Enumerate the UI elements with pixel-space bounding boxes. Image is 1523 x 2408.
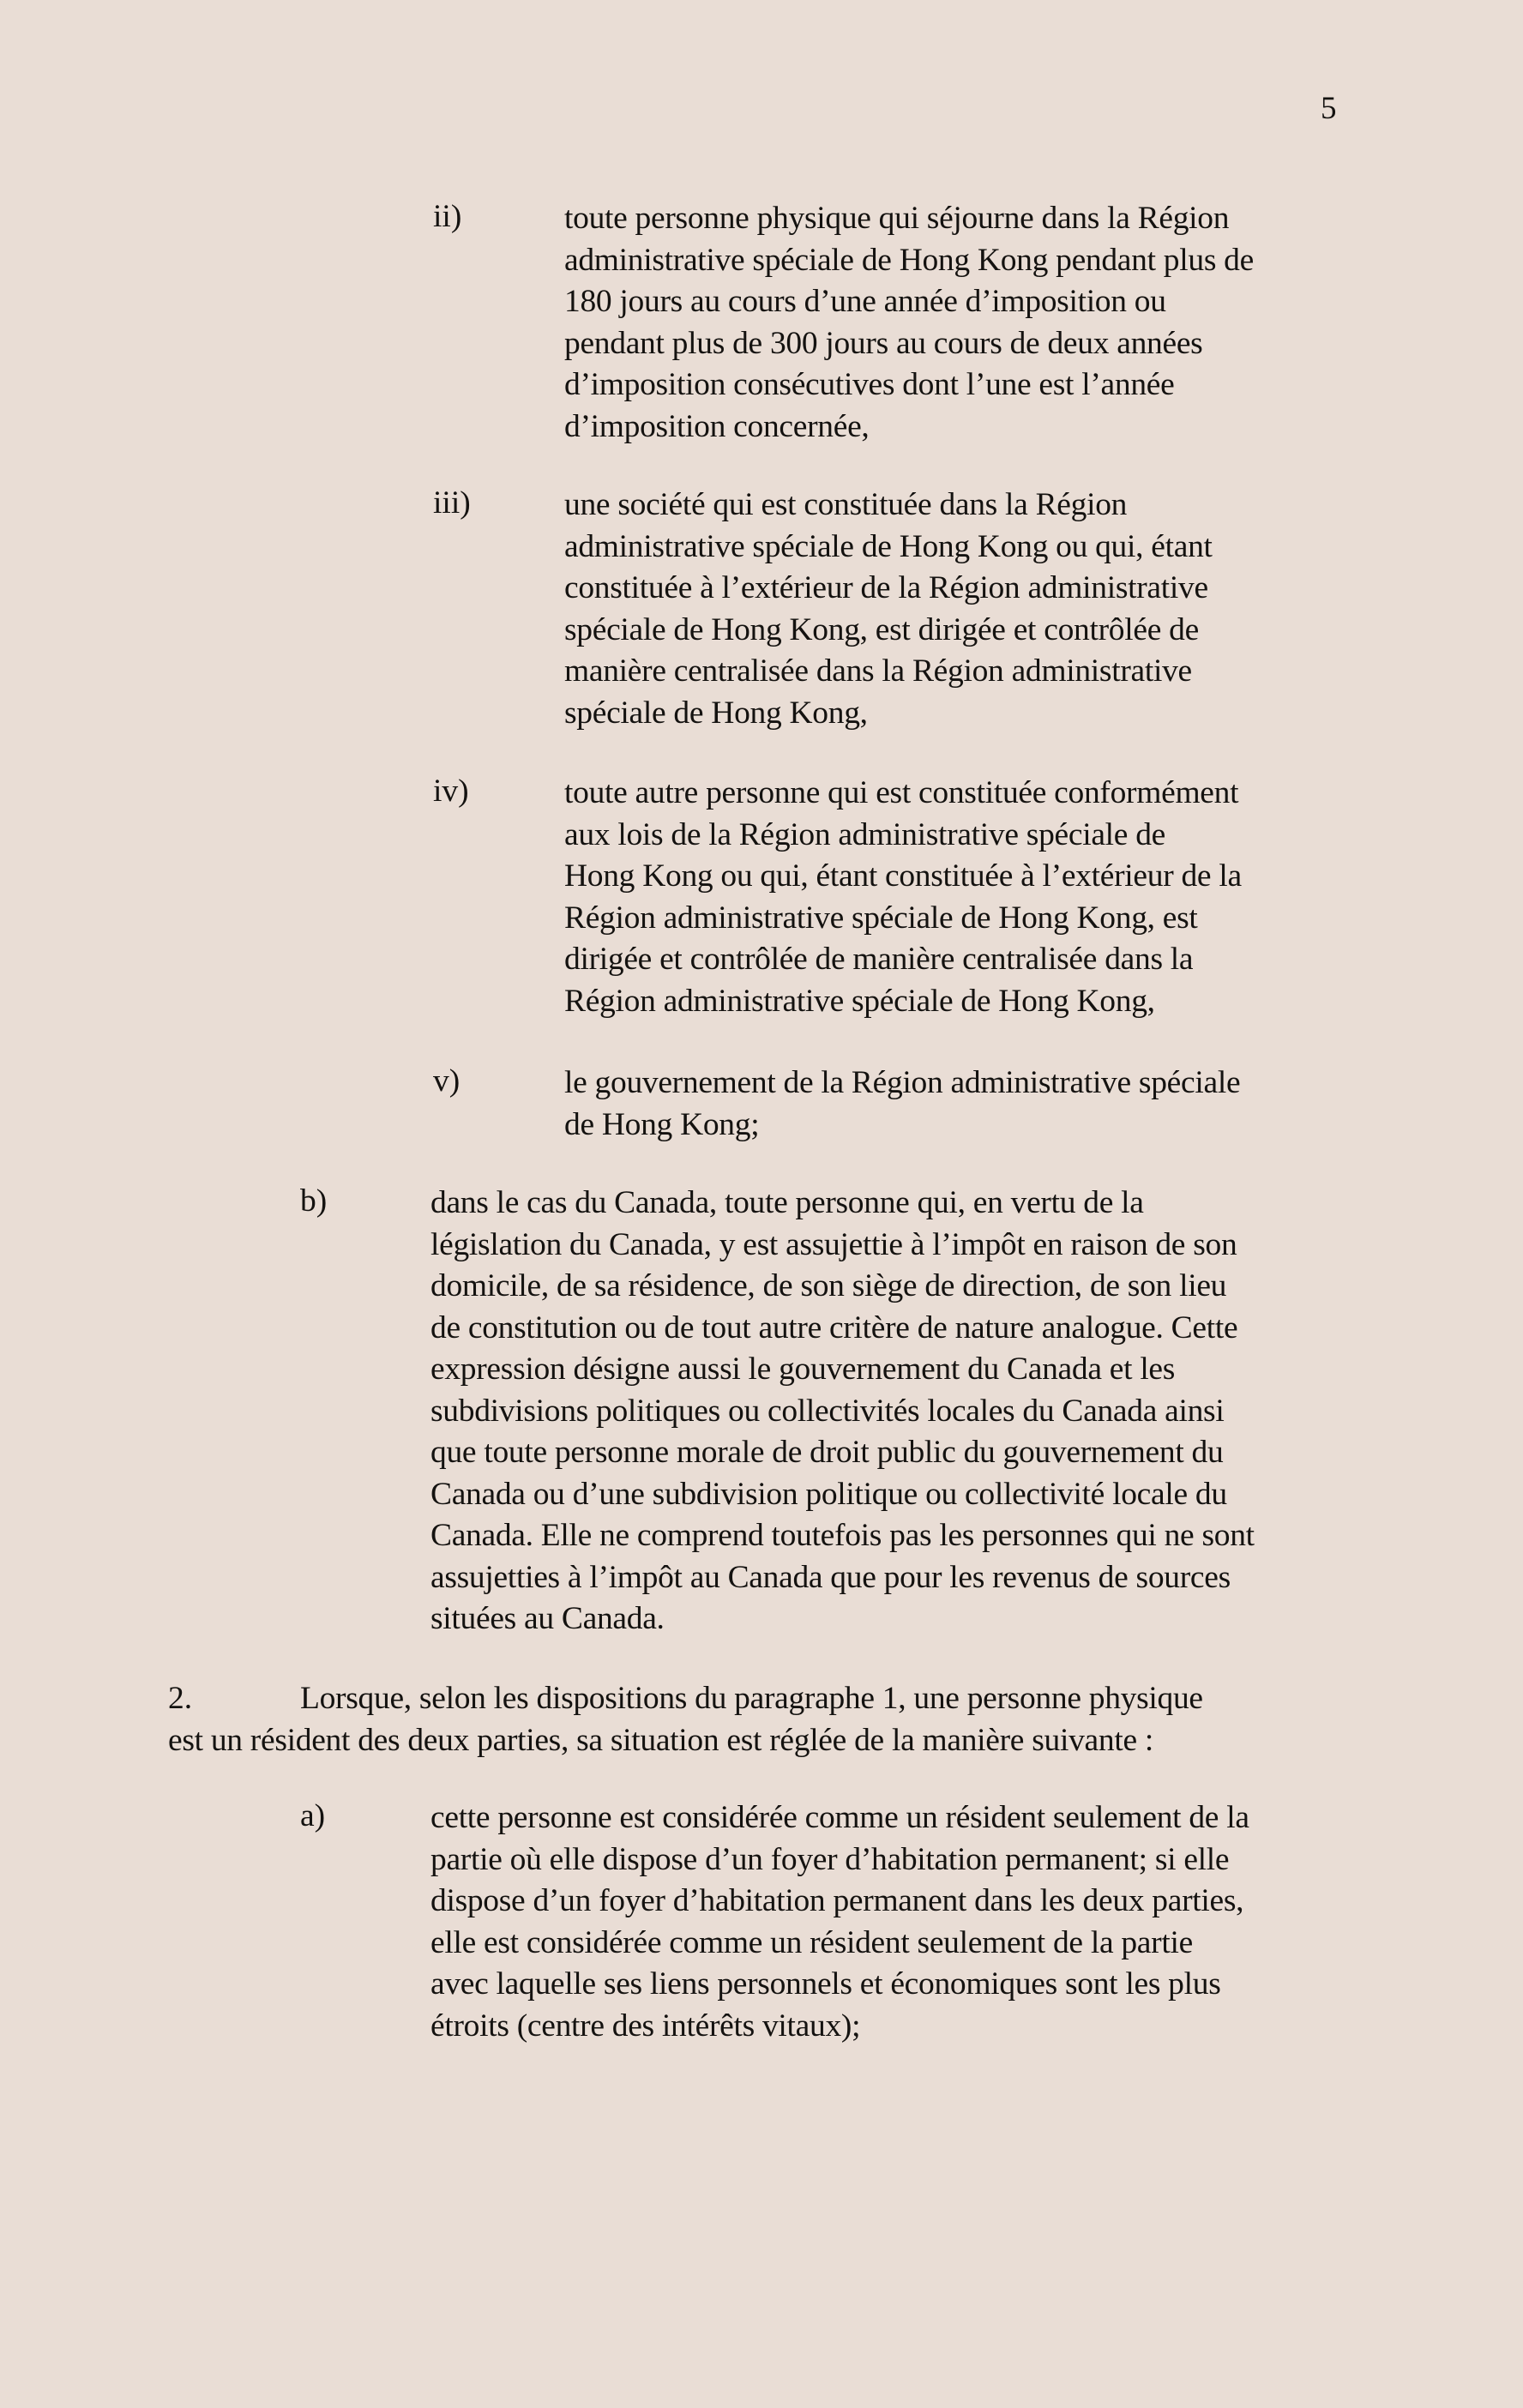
- text-line: elle est considérée comme un résident seulement de la partie: [430, 1924, 1193, 1960]
- text-line: Canada ou d’une subdivision politique ou collectivité locale du: [430, 1476, 1227, 1512]
- paragraph-number-2: 2.: [168, 1681, 193, 1716]
- text-line: de constitution ou de tout autre critère de nature analogue. Cette: [430, 1309, 1238, 1345]
- item-label-a: a): [300, 1798, 326, 1833]
- text-line: d’imposition consécutives dont l’une est l’année: [564, 367, 1175, 402]
- subitem-label-v: v): [433, 1063, 461, 1099]
- text-line: Hong Kong ou qui, étant constituée à l’extérieur de la: [564, 858, 1242, 894]
- text-line: administrative spéciale de Hong Kong pendant plus de: [564, 242, 1254, 278]
- subitem-label-iv: iv): [433, 774, 469, 809]
- text-line: spéciale de Hong Kong,: [564, 695, 868, 731]
- text-line: Canada. Elle ne comprend toutefois pas les personnes qui ne sont: [430, 1518, 1255, 1553]
- text-line: 180 jours au cours d’une année d’imposition ou: [564, 284, 1166, 319]
- text-line: pendant plus de 300 jours au cours de deux années: [564, 325, 1203, 361]
- text-line: aux lois de la Région administrative spéciale de: [564, 816, 1166, 852]
- text-line: subdivisions politiques ou collectivités locales du Canada ainsi: [430, 1393, 1225, 1429]
- text-line: législation du Canada, y est assujettie à l’impôt en raison de son: [430, 1226, 1237, 1262]
- subitem-text-v: [564, 1063, 1240, 1146]
- paragraph-2-first-line: Lorsque, selon les dispositions du paragraphe 1, une personne physique: [300, 1681, 1203, 1716]
- item-text-b: [430, 1183, 1255, 1640]
- text-line: cette personne est considérée comme un résident seulement de la: [430, 1800, 1249, 1835]
- page-number: 5: [1321, 91, 1337, 126]
- text-line: Région administrative spéciale de Hong Kong, est: [564, 900, 1198, 936]
- text-line: de Hong Kong;: [564, 1106, 760, 1142]
- text-line: une société qui est constituée dans la Région: [564, 487, 1128, 522]
- text-line: étroits (centre des intérêts vitaux);: [430, 2008, 861, 2044]
- subitem-label-ii: ii): [433, 199, 462, 234]
- item-text-a: [430, 1797, 1249, 2047]
- text-line: constituée à l’extérieur de la Région administrative: [564, 570, 1208, 605]
- text-line: expression désigne aussi le gouvernement du Canada et les: [430, 1351, 1176, 1387]
- text-line: situées au Canada.: [430, 1601, 665, 1636]
- text-line: partie où elle dispose d’un foyer d’habitation permanent; si elle: [430, 1841, 1230, 1877]
- text-line: dirigée et contrôlée de manière centralisée dans la: [564, 942, 1194, 977]
- item-label-b: b): [300, 1183, 328, 1219]
- subitem-text-ii: [564, 198, 1254, 448]
- text-line: spéciale de Hong Kong, est dirigée et contrôlée de: [564, 611, 1199, 647]
- text-line: que toute personne morale de droit public du gouvernement du: [430, 1435, 1224, 1470]
- text-line: le gouvernement de la Région administrative spéciale: [564, 1065, 1241, 1100]
- subitem-text-iv: [564, 773, 1242, 1022]
- text-line: dispose d’un foyer d’habitation permanent dans les deux parties,: [430, 1883, 1244, 1918]
- text-line: Région administrative spéciale de Hong Kong,: [564, 983, 1155, 1019]
- text-line: d’imposition concernée,: [564, 408, 870, 444]
- text-line: administrative spéciale de Hong Kong ou qui, étant: [564, 528, 1213, 564]
- text-line: toute personne physique qui séjourne dans la Région: [564, 201, 1230, 236]
- text-line: assujetties à l’impôt au Canada que pour les revenus de sources: [430, 1559, 1231, 1595]
- text-line: dans le cas du Canada, toute personne qui, en vertu de la: [430, 1185, 1144, 1220]
- subitem-label-iii: iii): [433, 485, 471, 521]
- text-line: manière centralisée dans la Région administrative: [564, 653, 1192, 689]
- text-line: domicile, de sa résidence, de son siège de direction, de son lieu: [430, 1268, 1227, 1303]
- paragraph-2-second-line: est un résident des deux parties, sa situation est réglée de la manière suivante :: [168, 1723, 1153, 1758]
- text-line: avec laquelle ses liens personnels et économiques sont les plus: [430, 1966, 1221, 2002]
- subitem-text-iii: [564, 485, 1213, 734]
- text-line: toute autre personne qui est constituée conformément: [564, 775, 1239, 810]
